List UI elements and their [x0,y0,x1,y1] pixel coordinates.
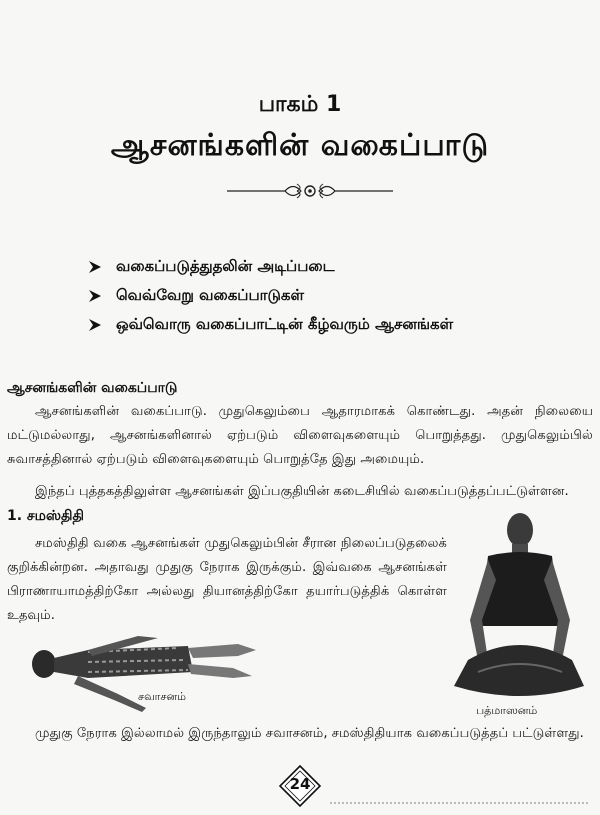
paragraph [7,532,447,628]
chapter-title: ஆசனங்களின் வகைப்பாடு [110,128,490,163]
footer-rule [330,802,590,804]
bullet-text: ஒவ்வொரு வகைப்பாட்டின் கீழ்வரும் ஆசனங்கள் [116,314,454,333]
part-label: பாகம் 1 [258,92,342,117]
ornament-divider-icon [225,180,395,202]
arrowhead-bullet-icon [88,260,102,274]
arrowhead-bullet-icon [88,289,102,303]
paragraph [7,722,593,746]
list-item [88,310,548,339]
padmasana-photo [448,510,590,706]
bullet-list [88,252,548,339]
page-number: 24 [289,775,311,793]
subsection-heading: 1. சமஸ்திதி [7,508,84,524]
paragraph-text: ஆசனங்களின் வகைப்பாடு. முதுகெலும்பை ஆதாரமாகக் கொண்டது. அதன் நிலையை மட்டுமல்லாது, ஆசனங்களினால் ஏற்படும் விளைவுகளையும் பொறுத்தது. முதுகெலும்பில் சுவாசத்தினால் ஏற்படும் விளைவுகளையும் பொறுத்தே இது அமையும். [7,404,593,467]
arrowhead-bullet-icon [88,318,102,332]
bullet-text: வெவ்வேறு வகைப்பாடுகள் [116,285,304,304]
paragraph-text: முதுகு நேராக இல்லாமல் இருந்தாலும் சவாசனம், சமஸ்திதியாக வகைப்படுத்தப் பட்டுள்ளது. [35,726,584,741]
section-heading: ஆசனங்களின் வகைப்பாடு [7,380,178,396]
list-item [88,252,548,281]
paragraph [7,400,593,472]
bullet-text: வகைப்படுத்துதலின் அடிப்படை [116,256,335,275]
paragraph-text: சமஸ்திதி வகை ஆசனங்கள் முதுகெலும்பின் சீரான நிலைப்படுதலைக் குறிக்கின்றன. அதாவது முதுகு நேராக இருக்கும். இவ்வகை ஆசனங்கள் பிராணாயாமத்திற்கோ அல்லது தியானத்திற்கோ தயார்படுத்திக் கொள்ள உதவும். [7,536,447,623]
photo-caption: சவாசனம் [138,690,186,703]
paragraph-text: இந்தப் புத்தகத்திலுள்ள ஆசனங்கள் இப்பகுதியின் கடைசியில் வகைப்படுத்தப்பட்டுள்ளன. [35,484,569,499]
paragraph [7,480,593,504]
list-item [88,281,548,310]
photo-caption: பத்மாஸனம் [476,704,538,717]
